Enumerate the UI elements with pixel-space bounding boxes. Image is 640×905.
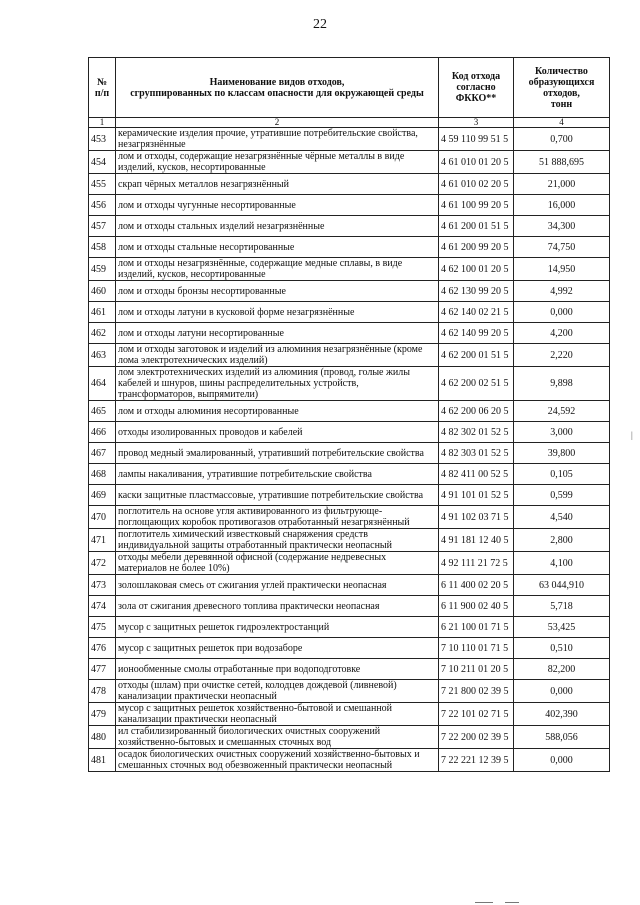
waste-name: лом и отходы бронзы несортированные bbox=[116, 281, 439, 302]
row-number: 468 bbox=[89, 464, 116, 485]
row-number: 460 bbox=[89, 281, 116, 302]
waste-name: мусор с защитных решеток при водозаборе bbox=[116, 638, 439, 659]
fkko-code: 4 62 130 99 20 5 bbox=[439, 281, 514, 302]
fkko-code: 4 62 100 01 20 5 bbox=[439, 258, 514, 281]
row-number: 480 bbox=[89, 726, 116, 749]
waste-quantity: 5,718 bbox=[514, 596, 610, 617]
waste-name: лом и отходы латуни несортированные bbox=[116, 323, 439, 344]
table-row bbox=[89, 401, 610, 422]
table-row bbox=[89, 443, 610, 464]
table-row bbox=[89, 216, 610, 237]
header-code: Код отхода согласно ФККО** bbox=[439, 58, 514, 118]
row-number: 457 bbox=[89, 216, 116, 237]
fkko-code: 4 62 200 01 51 5 bbox=[439, 344, 514, 367]
waste-quantity: 74,750 bbox=[514, 237, 610, 258]
waste-quantity: 16,000 bbox=[514, 195, 610, 216]
table-row bbox=[89, 638, 610, 659]
fkko-code: 4 91 181 12 40 5 bbox=[439, 529, 514, 552]
waste-quantity: 0,599 bbox=[514, 485, 610, 506]
waste-name: отходы (шлам) при очистке сетей, колодцев дождевой (ливневой) канализации практически неопасный bbox=[116, 680, 439, 703]
fkko-code: 4 62 200 02 51 5 bbox=[439, 367, 514, 401]
waste-quantity: 0,105 bbox=[514, 464, 610, 485]
waste-quantity: 82,200 bbox=[514, 659, 610, 680]
waste-name: лом и отходы, содержащие незагрязнённые чёрные металлы в виде изделий, кусков, несортированные bbox=[116, 151, 439, 174]
waste-quantity: 0,000 bbox=[514, 302, 610, 323]
row-number: 461 bbox=[89, 302, 116, 323]
table-row bbox=[89, 749, 610, 772]
column-number: 4 bbox=[514, 118, 610, 128]
row-number: 472 bbox=[89, 552, 116, 575]
waste-quantity: 2,800 bbox=[514, 529, 610, 552]
row-number: 458 bbox=[89, 237, 116, 258]
waste-name: провод медный эмалированный, утративший потребительские свойства bbox=[116, 443, 439, 464]
row-number: 455 bbox=[89, 174, 116, 195]
waste-name: золошлаковая смесь от сжигания углей практически неопасная bbox=[116, 575, 439, 596]
row-number: 464 bbox=[89, 367, 116, 401]
fkko-code: 6 21 100 01 71 5 bbox=[439, 617, 514, 638]
table-row bbox=[89, 506, 610, 529]
table-row bbox=[89, 659, 610, 680]
waste-name: лом и отходы стальных изделий незагрязнённые bbox=[116, 216, 439, 237]
table-row bbox=[89, 422, 610, 443]
fkko-code: 7 21 800 02 39 5 bbox=[439, 680, 514, 703]
fkko-code: 6 11 900 02 40 5 bbox=[439, 596, 514, 617]
waste-name: осадок биологических очистных сооружений хозяйственно-бытовых и смешанных сточных вод обезвоженный практически неопасный bbox=[116, 749, 439, 772]
row-number: 456 bbox=[89, 195, 116, 216]
waste-quantity: 0,510 bbox=[514, 638, 610, 659]
header-row bbox=[89, 58, 610, 118]
waste-name: лом электротехнических изделий из алюминия (провод, голые жилы кабелей и шнуров, шины распределительных устройств, трансформаторов, выпрямители) bbox=[116, 367, 439, 401]
row-number: 467 bbox=[89, 443, 116, 464]
waste-name: лом и отходы стальные несортированные bbox=[116, 237, 439, 258]
waste-name: ил стабилизированный биологических очистных сооружений хозяйственно-бытовых и смешанных сточных вод bbox=[116, 726, 439, 749]
column-number: 1 bbox=[89, 118, 116, 128]
fkko-code: 7 22 101 02 71 5 bbox=[439, 703, 514, 726]
row-number: 477 bbox=[89, 659, 116, 680]
fkko-code: 4 62 140 02 21 5 bbox=[439, 302, 514, 323]
waste-name: каски защитные пластмассовые, утратившие потребительские свойства bbox=[116, 485, 439, 506]
waste-table bbox=[88, 57, 610, 772]
waste-name: скрап чёрных металлов незагрязнённый bbox=[116, 174, 439, 195]
fkko-code: 4 82 411 00 52 5 bbox=[439, 464, 514, 485]
waste-quantity: 53,425 bbox=[514, 617, 610, 638]
row-number: 476 bbox=[89, 638, 116, 659]
row-number: 481 bbox=[89, 749, 116, 772]
table-row bbox=[89, 174, 610, 195]
waste-name: лом и отходы латуни в кусковой форме незагрязнённые bbox=[116, 302, 439, 323]
column-number: 2 bbox=[116, 118, 439, 128]
table-row bbox=[89, 151, 610, 174]
table-row bbox=[89, 323, 610, 344]
fkko-code: 4 82 303 01 52 5 bbox=[439, 443, 514, 464]
row-number: 479 bbox=[89, 703, 116, 726]
scan-edge-mark: | bbox=[631, 430, 633, 440]
table-row bbox=[89, 258, 610, 281]
waste-quantity: 4,540 bbox=[514, 506, 610, 529]
waste-name: отходы мебели деревянной офисной (содержание недревесных материалов не более 10%) bbox=[116, 552, 439, 575]
table-row bbox=[89, 281, 610, 302]
table-row bbox=[89, 367, 610, 401]
waste-name: лом и отходы заготовок и изделий из алюминия незагрязнённые (кроме лома электротехнических изделий) bbox=[116, 344, 439, 367]
waste-quantity: 24,592 bbox=[514, 401, 610, 422]
fkko-code: 4 61 200 99 20 5 bbox=[439, 237, 514, 258]
table-row bbox=[89, 302, 610, 323]
fkko-code: 4 61 010 01 20 5 bbox=[439, 151, 514, 174]
fkko-code: 4 91 102 03 71 5 bbox=[439, 506, 514, 529]
table-row bbox=[89, 485, 610, 506]
column-number: 3 bbox=[439, 118, 514, 128]
fkko-code: 4 91 101 01 52 5 bbox=[439, 485, 514, 506]
waste-quantity: 588,056 bbox=[514, 726, 610, 749]
waste-quantity: 0,700 bbox=[514, 128, 610, 151]
waste-name: мусор с защитных решеток гидроэлектростанций bbox=[116, 617, 439, 638]
waste-quantity: 0,000 bbox=[514, 749, 610, 772]
row-number: 465 bbox=[89, 401, 116, 422]
row-number: 471 bbox=[89, 529, 116, 552]
table-row bbox=[89, 529, 610, 552]
waste-name: мусор с защитных решеток хозяйственно-бытовой и смешанной канализации практически неопасный bbox=[116, 703, 439, 726]
table-row bbox=[89, 617, 610, 638]
fkko-code: 4 61 100 99 20 5 bbox=[439, 195, 514, 216]
row-number: 463 bbox=[89, 344, 116, 367]
fkko-code: 4 59 110 99 51 5 bbox=[439, 128, 514, 151]
waste-name: керамические изделия прочие, утратившие потребительские свойства, незагрязнённые bbox=[116, 128, 439, 151]
fkko-code: 4 61 010 02 20 5 bbox=[439, 174, 514, 195]
table-row bbox=[89, 703, 610, 726]
table-row bbox=[89, 726, 610, 749]
waste-quantity: 63 044,910 bbox=[514, 575, 610, 596]
fkko-code: 7 22 200 02 39 5 bbox=[439, 726, 514, 749]
fkko-code: 4 92 111 21 72 5 bbox=[439, 552, 514, 575]
scan-bottom-mark bbox=[505, 902, 519, 903]
fkko-code: 7 10 110 01 71 5 bbox=[439, 638, 514, 659]
fkko-code: 7 10 211 01 20 5 bbox=[439, 659, 514, 680]
waste-quantity: 21,000 bbox=[514, 174, 610, 195]
waste-quantity: 402,390 bbox=[514, 703, 610, 726]
waste-name: поглотитель на основе угля активированного из фильтрующе-поглощающих коробок противогазов отработанный незагрязнённый bbox=[116, 506, 439, 529]
table-row bbox=[89, 464, 610, 485]
table-row bbox=[89, 344, 610, 367]
fkko-code: 7 22 221 12 39 5 bbox=[439, 749, 514, 772]
waste-quantity: 3,000 bbox=[514, 422, 610, 443]
scan-bottom-mark bbox=[475, 902, 493, 903]
fkko-code: 4 61 200 01 51 5 bbox=[439, 216, 514, 237]
header-num: № п/п bbox=[89, 58, 116, 118]
table-row bbox=[89, 195, 610, 216]
waste-name: лампы накаливания, утратившие потребительские свойства bbox=[116, 464, 439, 485]
row-number: 478 bbox=[89, 680, 116, 703]
waste-name: отходы изолированных проводов и кабелей bbox=[116, 422, 439, 443]
waste-quantity: 9,898 bbox=[514, 367, 610, 401]
table-row bbox=[89, 596, 610, 617]
waste-name: поглотитель химический известковый снаряжения средств индивидуальной защиты отработанный практически неопасный bbox=[116, 529, 439, 552]
waste-quantity: 4,200 bbox=[514, 323, 610, 344]
fkko-code: 4 62 140 99 20 5 bbox=[439, 323, 514, 344]
table-row bbox=[89, 237, 610, 258]
row-number: 466 bbox=[89, 422, 116, 443]
fkko-code: 4 82 302 01 52 5 bbox=[439, 422, 514, 443]
fkko-code: 4 62 200 06 20 5 bbox=[439, 401, 514, 422]
waste-quantity: 14,950 bbox=[514, 258, 610, 281]
row-number: 473 bbox=[89, 575, 116, 596]
waste-quantity: 34,300 bbox=[514, 216, 610, 237]
row-number: 474 bbox=[89, 596, 116, 617]
row-number: 454 bbox=[89, 151, 116, 174]
waste-name: лом и отходы чугунные несортированные bbox=[116, 195, 439, 216]
table-row bbox=[89, 575, 610, 596]
row-number: 462 bbox=[89, 323, 116, 344]
row-number: 470 bbox=[89, 506, 116, 529]
table-row bbox=[89, 680, 610, 703]
row-number: 475 bbox=[89, 617, 116, 638]
waste-quantity: 51 888,695 bbox=[514, 151, 610, 174]
table-row bbox=[89, 128, 610, 151]
waste-quantity: 0,000 bbox=[514, 680, 610, 703]
page-number: 22 bbox=[313, 17, 327, 32]
waste-name: лом и отходы незагрязнённые, содержащие медные сплавы, в виде изделий, кусков, несортированные bbox=[116, 258, 439, 281]
waste-name: лом и отходы алюминия несортированные bbox=[116, 401, 439, 422]
fkko-code: 6 11 400 02 20 5 bbox=[439, 575, 514, 596]
header-qty: Количество образующихся отходов, тонн bbox=[514, 58, 610, 118]
row-number: 459 bbox=[89, 258, 116, 281]
waste-name: зола от сжигания древесного топлива практически неопасная bbox=[116, 596, 439, 617]
table-row bbox=[89, 552, 610, 575]
row-number: 453 bbox=[89, 128, 116, 151]
row-number: 469 bbox=[89, 485, 116, 506]
waste-quantity: 4,992 bbox=[514, 281, 610, 302]
column-number-row bbox=[89, 118, 610, 128]
waste-quantity: 4,100 bbox=[514, 552, 610, 575]
waste-quantity: 39,800 bbox=[514, 443, 610, 464]
header-name: Наименование видов отходов, сгруппированных по классам опасности для окружающей среды bbox=[116, 58, 439, 118]
waste-name: ионообменные смолы отработанные при водоподготовке bbox=[116, 659, 439, 680]
waste-quantity: 2,220 bbox=[514, 344, 610, 367]
